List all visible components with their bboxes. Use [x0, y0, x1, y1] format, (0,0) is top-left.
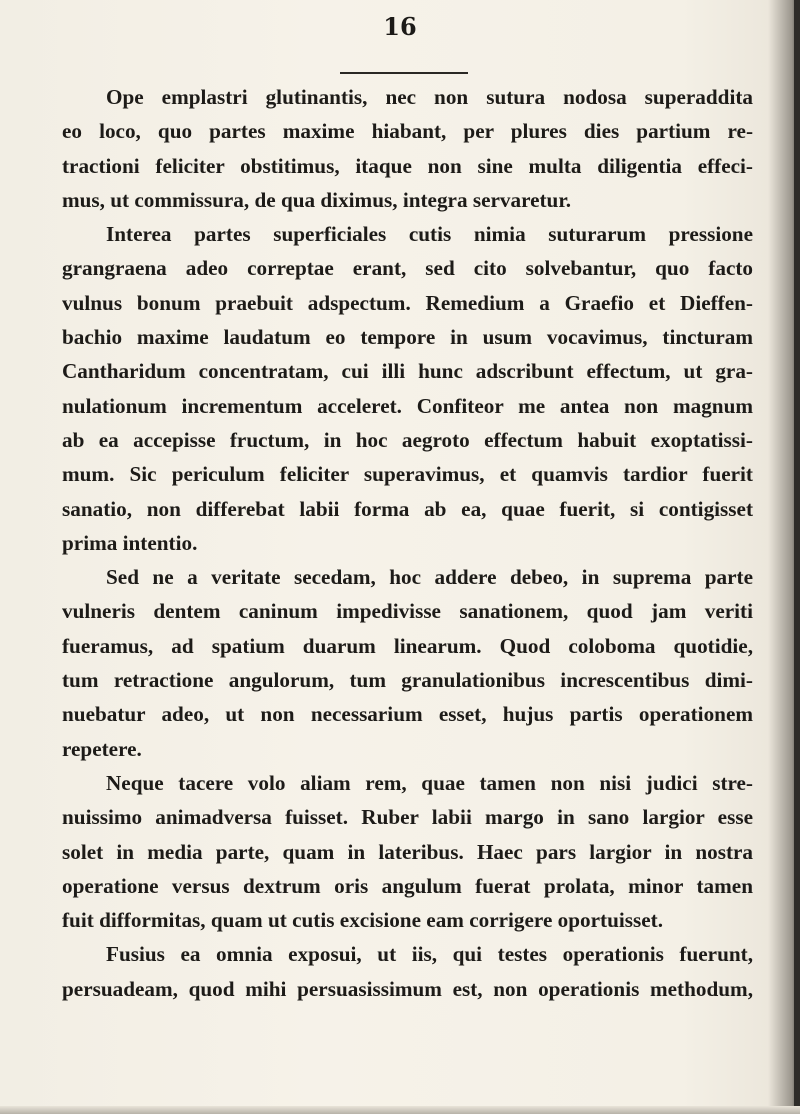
text-line: ab ea accepisse fructum, in hoc aegroto effectum habuit exoptatissi-: [62, 427, 753, 452]
text-line: repetere.: [62, 736, 142, 761]
text-line: sanatio, non differebat labii forma ab ea, quae fuerit, si contigisset: [62, 496, 753, 521]
text-line: vulnus bonum praebuit adspectum. Remedium a Graefio et Dieffen-: [62, 290, 753, 315]
text-line: Ope emplastri glutinantis, nec non sutura nodosa superaddita: [106, 85, 753, 109]
text-line: eo loco, quo partes maxime hiabant, per plures dies partium re-: [62, 119, 753, 144]
text-line: nuebatur adeo, ut non necessarium esset, hujus partis operationem: [62, 702, 753, 727]
text-line: vulneris dentem caninum impedivisse sanationem, quod jam veriti: [62, 599, 753, 624]
text-line: solet in media parte, quam in lateribus. Haec pars largior in nostra: [62, 839, 753, 864]
text-line: Neque tacere volo aliam rem, quae tamen non nisi judici stre-: [106, 770, 753, 795]
text-line: tractioni feliciter obstitimus, itaque non sine multa diligentia effeci-: [62, 153, 753, 178]
text-line: mus, ut commissura, de qua diximus, integra servaretur.: [62, 187, 572, 212]
text-line: Sed ne a veritate secedam, hoc addere debeo, in suprema parte: [106, 565, 753, 590]
text-line: fuit difformitas, quam ut cutis excisione eam corrigere oportuisset.: [62, 908, 663, 933]
page-number: 16: [383, 12, 417, 41]
text-line: bachio maxime laudatum eo tempore in usum vocavimus, tincturam: [62, 325, 753, 350]
text-line: tum retractione angulorum, tum granulationibus increscentibus dimi-: [62, 668, 753, 693]
text-line: Cantharidum concentratam, cui illi hunc adscribunt effectum, ut gra-: [62, 359, 753, 384]
page-bottom-edge: [0, 1106, 800, 1114]
text-line: fueramus, ad spatium duarum linearum. Quod coloboma quotidie,: [62, 633, 753, 658]
header-rule: [340, 72, 468, 74]
text-line: prima intentio.: [62, 530, 198, 555]
page-edge-shadow: [794, 0, 800, 1114]
text-line: persuadeam, quod mihi persuasissimum est, non operationis methodum,: [62, 976, 753, 1001]
text-line: operatione versus dextrum oris angulum fuerat prolata, minor tamen: [62, 873, 753, 898]
text-line: Interea partes superficiales cutis nimia suturarum pressione: [106, 222, 753, 247]
body-text: [62, 80, 753, 1006]
text-line: nuissimo animadversa fuisset. Ruber labii margo in sano largior esse: [62, 805, 753, 830]
text-line: mum. Sic periculum feliciter superavimus, et quamvis tardior fuerit: [62, 462, 753, 487]
text-line: nulationum incrementum acceleret. Confiteor me antea non magnum: [62, 393, 753, 418]
text-line: Fusius ea omnia exposui, ut iis, qui testes operationis fuerunt,: [106, 942, 753, 967]
text-line: grangraena adeo correptae erant, sed cito solvebantur, quo facto: [62, 256, 753, 281]
